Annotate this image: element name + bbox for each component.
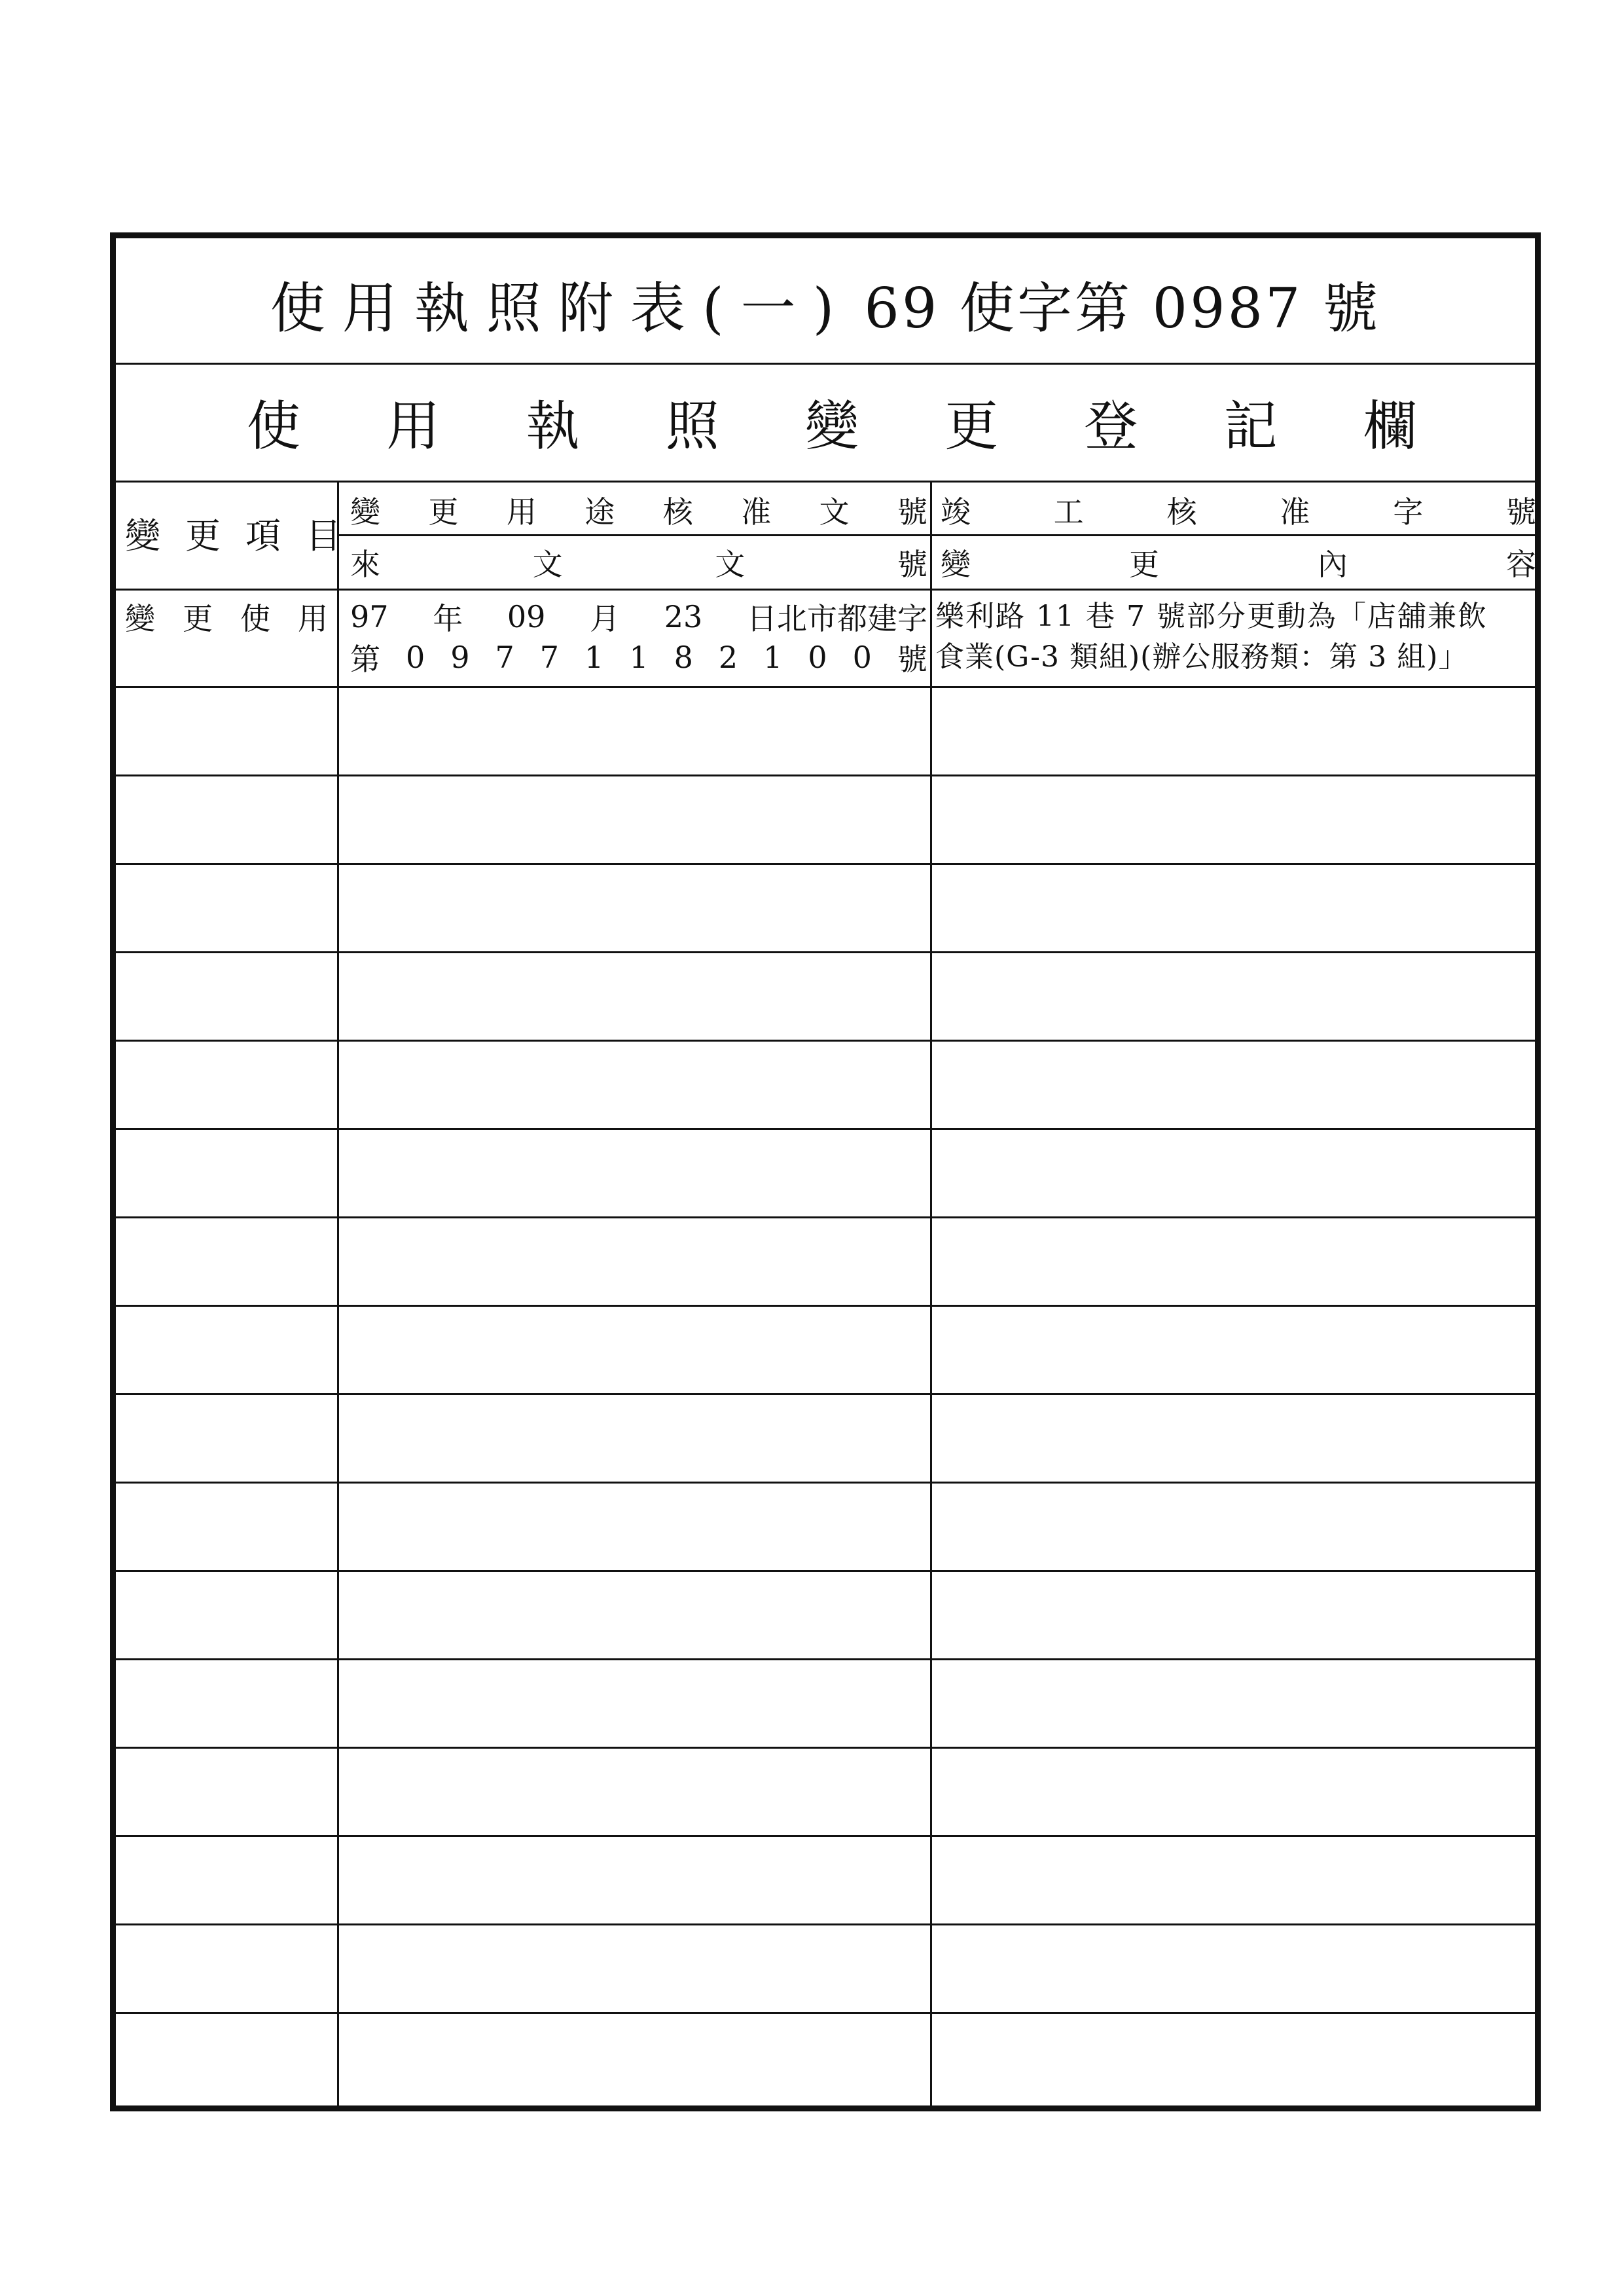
- entry-doc-line2-char: 0: [405, 640, 425, 675]
- header-change-content-char: 更: [1129, 547, 1159, 582]
- entry-doc-line1-char: 日北市都建字: [747, 601, 927, 636]
- table-row-divider: [116, 863, 1535, 865]
- header-change-content-char: 內: [1318, 547, 1348, 582]
- section-title-char: 執: [526, 395, 580, 458]
- entry-doc-line1-char: 年: [433, 601, 463, 636]
- header-item-char: 目: [306, 515, 341, 556]
- header-completion-no-char: 核: [1166, 494, 1197, 530]
- header-item-char: 項: [245, 515, 281, 556]
- header-completion-no-char: 字: [1393, 494, 1424, 530]
- header-item-char: 更: [185, 515, 221, 556]
- table-row-divider: [116, 1923, 1535, 1925]
- section-title-char: 用: [386, 395, 440, 458]
- entry-doc-line2-char: 號: [897, 642, 927, 677]
- section-title-char: 記: [1223, 395, 1278, 458]
- entry-doc-line2: [350, 638, 927, 677]
- column-divider-2: [930, 481, 932, 2105]
- header-approval-doc-no-char: 核: [662, 494, 693, 530]
- entry-doc-line2-char: 0: [852, 640, 872, 675]
- entry-doc-line1-char: 月: [590, 601, 620, 636]
- table-row-divider: [116, 774, 1535, 776]
- entry-content-line2: 食業(G-3 類組)(辦公服務類：第 3 組)」: [935, 640, 1468, 674]
- header-incoming-doc-no: [350, 536, 927, 589]
- table-row-divider: [116, 2012, 1535, 2014]
- entry-doc-line2-char: 1: [584, 640, 604, 675]
- section-title-char: 照: [665, 395, 719, 458]
- table-row-divider: [116, 1835, 1535, 1837]
- entry-doc-line2-char: 8: [674, 640, 693, 675]
- header-incoming-doc-no-char: 文: [532, 547, 563, 582]
- entry-doc-line2-char: 7: [495, 640, 514, 675]
- entry-doc-line2-char: 0: [808, 640, 827, 675]
- entry-doc-line1-char: 23: [664, 599, 703, 634]
- entry-doc-line1-char: 97: [350, 599, 389, 634]
- section-title: [247, 373, 1417, 471]
- table-row-divider: [116, 1482, 1535, 1484]
- header-completion-no: [941, 484, 1536, 536]
- entry-doc-line2-char: 9: [450, 640, 470, 675]
- divider-subtitle: [116, 481, 1535, 483]
- entry-item-char: 變: [125, 601, 155, 636]
- entry-doc-line2-char: 7: [539, 640, 560, 675]
- divider-entry-1: [116, 686, 1535, 688]
- header-approval-doc-no: [350, 484, 927, 536]
- header-approval-doc-no-char: 文: [819, 494, 850, 530]
- header-change-content: [941, 536, 1536, 589]
- table-row-divider: [116, 1040, 1535, 1042]
- divider-title: [116, 363, 1535, 365]
- title-number: 69 使字第 0987 號: [864, 276, 1381, 340]
- header-incoming-doc-no-char: 號: [897, 547, 927, 582]
- entry-item: [125, 597, 328, 636]
- header-approval-doc-no-char: 途: [584, 494, 615, 530]
- table-row-divider: [116, 1658, 1535, 1660]
- header-completion-no-char: 工: [1053, 494, 1084, 530]
- header-approval-doc-no-char: 號: [897, 494, 927, 530]
- table-row-divider: [116, 951, 1535, 953]
- column-divider-1: [337, 481, 339, 2105]
- entry-doc-line2-char: 1: [763, 640, 783, 675]
- header-item-char: 變: [125, 515, 160, 556]
- section-title-char: 變: [804, 395, 859, 458]
- header-approval-doc-no-char: 用: [506, 494, 537, 530]
- section-title-char: 登: [1084, 395, 1138, 458]
- table-row-divider: [116, 1393, 1535, 1395]
- section-title-char: 使: [247, 395, 301, 458]
- entry-item-char: 使: [240, 601, 270, 636]
- entry-item-char: 用: [298, 601, 328, 636]
- table-row-divider: [116, 1570, 1535, 1572]
- entry-doc-line2-char: 1: [629, 640, 649, 675]
- header-approval-doc-no-char: 變: [350, 494, 380, 530]
- divider-header: [116, 589, 1535, 591]
- title-prefix: 使用執照附表(一): [270, 276, 852, 340]
- page-title: [116, 264, 1535, 343]
- table-row-divider: [116, 1216, 1535, 1218]
- header-incoming-doc-no-char: 來: [350, 547, 380, 582]
- entry-content-line1: 樂利路 11 巷 7 號部分更動為「店舖兼飲: [935, 600, 1488, 633]
- table-row-divider: [116, 1747, 1535, 1749]
- section-title-char: 欄: [1363, 395, 1417, 458]
- entry-doc-line2-char: 2: [718, 640, 738, 675]
- header-completion-no-char: 准: [1280, 494, 1310, 530]
- header-approval-doc-no-char: 准: [741, 494, 772, 530]
- header-completion-no-char: 竣: [941, 494, 971, 530]
- header-completion-no-char: 號: [1505, 494, 1536, 530]
- header-item: [125, 484, 341, 582]
- header-change-content-char: 容: [1506, 547, 1536, 582]
- header-approval-doc-no-char: 更: [428, 494, 459, 530]
- entry-doc-line1: [350, 597, 927, 636]
- header-change-content-char: 變: [941, 547, 971, 582]
- entry-doc-line2-char: 第: [350, 642, 380, 677]
- section-title-char: 更: [944, 395, 999, 458]
- table-row-divider: [116, 1305, 1535, 1307]
- header-incoming-doc-no-char: 文: [715, 547, 746, 582]
- form-frame: [110, 232, 1541, 2111]
- entry-item-char: 更: [183, 601, 213, 636]
- entry-doc-line1-char: 09: [507, 599, 546, 634]
- table-row-divider: [116, 1128, 1535, 1130]
